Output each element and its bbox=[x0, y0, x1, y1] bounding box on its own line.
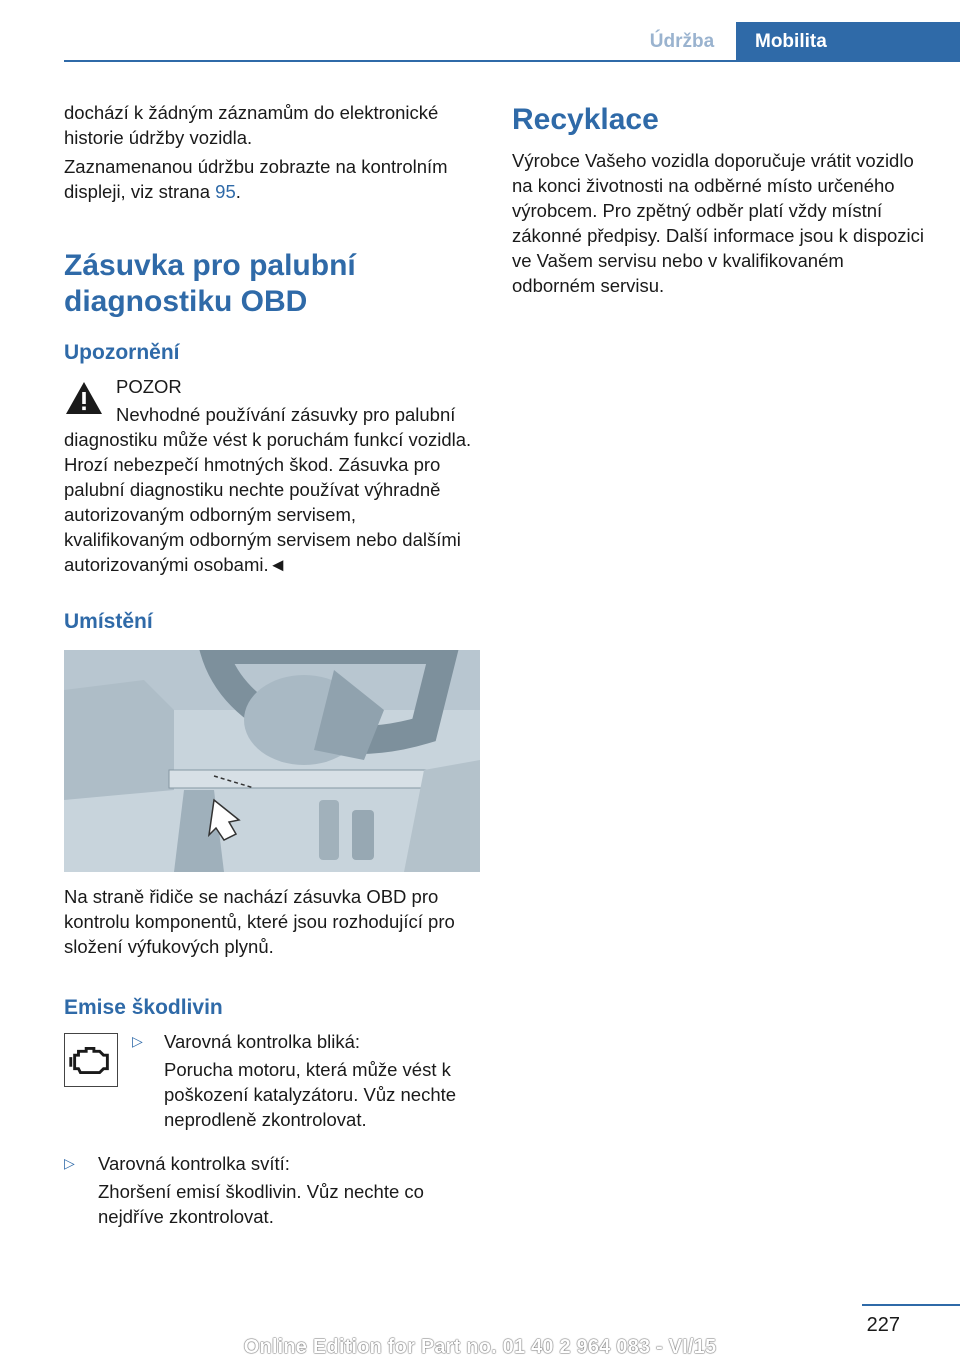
edition-watermark: Online Edition for Part no. 01 40 2 964 083 - VI/15 bbox=[243, 1336, 717, 1358]
paragraph-display bbox=[64, 154, 480, 204]
header-rule bbox=[64, 60, 960, 62]
warning-title: POZOR bbox=[116, 376, 182, 397]
item1-title: Varovná kontrolka bliká: bbox=[164, 1031, 361, 1052]
item2-title: Varovná kontrolka svítí: bbox=[98, 1153, 290, 1174]
heading-recycling: Recyklace bbox=[512, 103, 659, 136]
paragraph-display-end: . bbox=[235, 181, 241, 202]
subheading-location: Umístění bbox=[64, 610, 153, 633]
paragraph-history: dochází k žádným záznamům do elektronické historie údržby vozidla. bbox=[64, 102, 439, 148]
warning-block bbox=[64, 374, 480, 577]
tab-mobilita[interactable]: Mobilita bbox=[736, 22, 960, 62]
obd-location-image bbox=[64, 650, 480, 872]
item1-text bbox=[132, 1029, 480, 1132]
item1-body: Porucha motoru, která může vést k poškození katalyzátoru. Vůz nechte neprodleně zkontrolovat. bbox=[164, 1059, 457, 1130]
emissions-item-1 bbox=[64, 1029, 480, 1139]
tab-udrzba[interactable]: Údržba bbox=[649, 31, 715, 52]
right-column bbox=[512, 100, 928, 298]
subheading-warning: Upozornění bbox=[64, 341, 180, 364]
page-number: 227 bbox=[866, 1314, 900, 1336]
triangle-bullet-icon: ▷ bbox=[64, 1155, 75, 1171]
warning-triangle-icon bbox=[64, 380, 104, 416]
page-header bbox=[0, 0, 960, 62]
heading-obd: Zásuvka pro palubní diagnostiku OBD bbox=[64, 249, 356, 318]
triangle-bullet-icon: ▷ bbox=[132, 1033, 143, 1049]
end-mark-icon: ◄ bbox=[268, 554, 287, 575]
emissions-item-2 bbox=[64, 1151, 480, 1229]
warning-body bbox=[64, 402, 480, 577]
paragraph-display-text: Zaznamenanou údržbu zobrazte na kontrolním displeji, viz strana bbox=[64, 156, 448, 202]
page-link-95[interactable]: 95 bbox=[215, 181, 236, 202]
footer-rule bbox=[862, 1304, 960, 1306]
recycling-body: Výrobce Vašeho vozidla doporučuje vrátit vozidlo na konci životnosti na odběrné místo určeného výrobcem. Pro zpětný odběr platí vždy místní zákonné předpisy. Další informace jsou k dispozici ve Vašem servisu nebo v kvalifikovaném odborném servisu. bbox=[512, 150, 924, 296]
warning-body-text: Nevhodné používání zásuvky pro palubní diagnostiku může vést k poruchám funkcí vozidla. Hrozí nebezpečí hmotných škod. Zásuvka pro palubní diagnostiku nechte používat výhradně autorizovaným odborným servisem, kvalifikovaným odborným servisem nebo dalšími autorizovanými osobami. bbox=[64, 404, 472, 575]
subheading-emissions: Emise škodlivin bbox=[64, 996, 223, 1019]
location-caption: Na straně řidiče se nachází zásuvka OBD pro kontrolu komponentů, které jsou rozhodující pro složení výfukových plynů. bbox=[64, 886, 455, 957]
check-engine-icon bbox=[64, 1033, 118, 1087]
item2-body: Zhoršení emisí škodlivin. Vůz nechte co nejdříve zkontrolovat. bbox=[98, 1181, 424, 1227]
left-column bbox=[64, 100, 480, 1229]
